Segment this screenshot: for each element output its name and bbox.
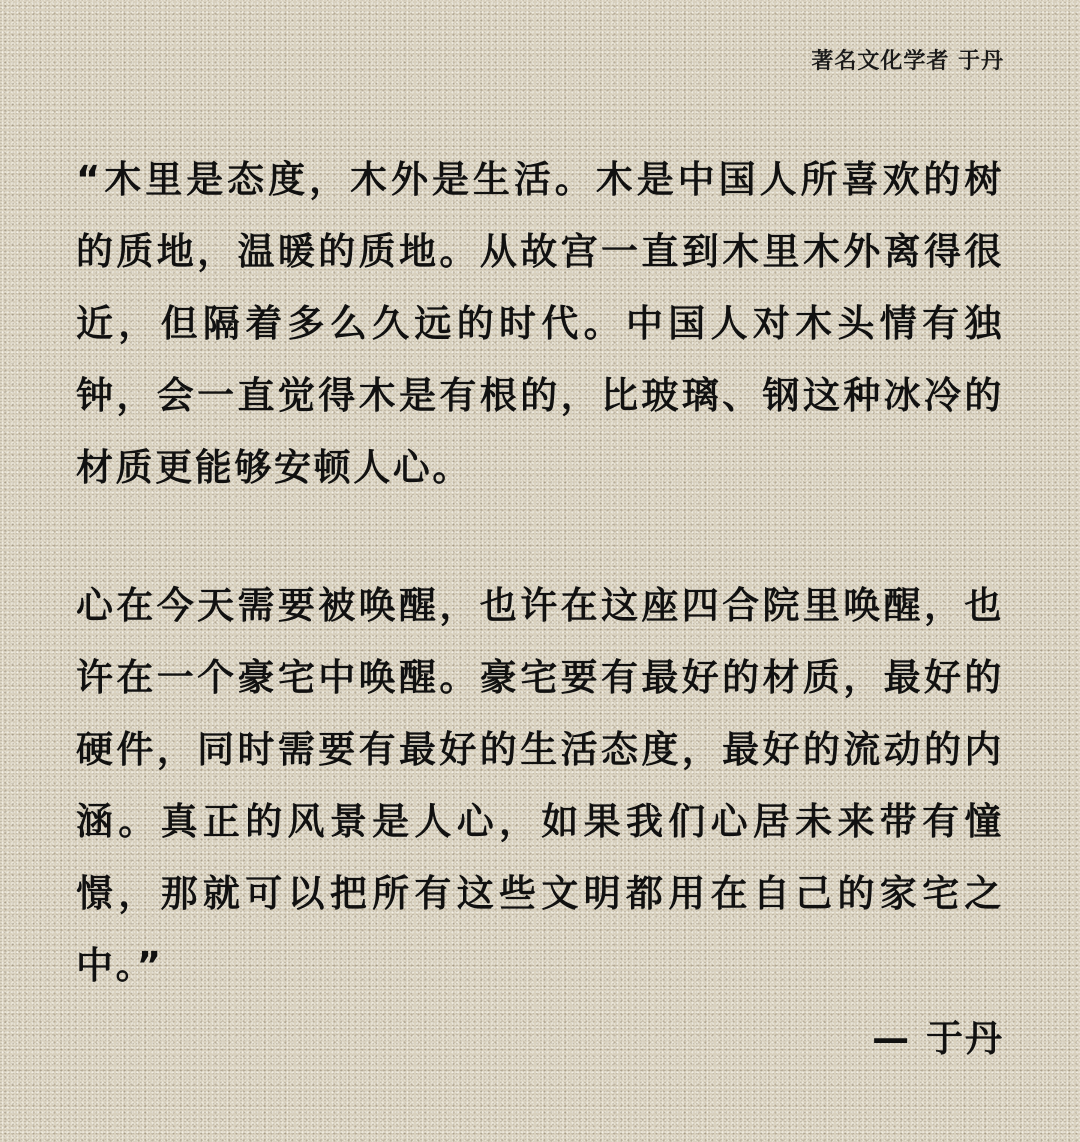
quote-paragraph-1: “木里是态度，木外是生活。木是中国人所喜欢的树的质地，温暖的质地。从故宫一直到木里木外离得很近，但隔着多么久远的时代。中国人对木头情有独钟，会一直觉得木是有根的，比玻璃、钢这种冰冷的材质更能够安顿人心。: [76, 158, 1004, 489]
quote-paragraph-2: 心在今天需要被唤醒，也许在这座四合院里唤醒，也许在一个豪宅中唤醒。豪宅要有最好的材质，最好的硬件，同时需要有最好的生活态度，最好的流动的内涵。真正的风景是人心，如果我们心居未来带有憧憬，那就可以把所有这些文明都用在自己的家宅之中。”: [76, 584, 1004, 987]
signature: — 于丹: [872, 1017, 1004, 1060]
author-credit: 著名文化学者 于丹: [811, 49, 1004, 74]
